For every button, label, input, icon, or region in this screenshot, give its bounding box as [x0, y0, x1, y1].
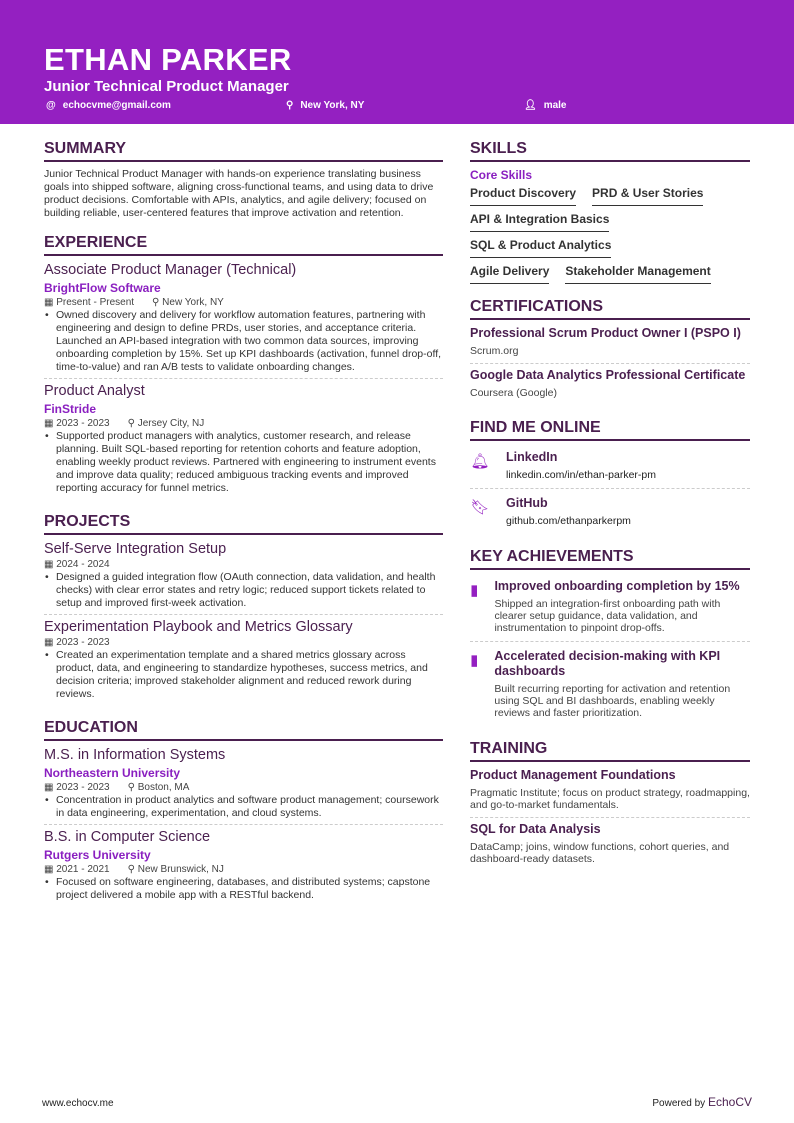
- skill: PRD & User Stories: [592, 186, 703, 206]
- online-linkedin[interactable]: [470, 447, 750, 489]
- left-column: [44, 140, 443, 920]
- contact-gender: [524, 100, 567, 111]
- location-pin-icon: ⚲: [286, 100, 294, 111]
- project-entry: [44, 541, 443, 615]
- bullet: • Created an experimentation template and a shared metrics glossary across product, data, and engineering to standardize hypotheses, success metrics, and decision criteria; improved stakeholder alignment and reduced rework during reviews.: [44, 649, 443, 701]
- location-text: Jersey City, NJ: [137, 418, 205, 429]
- cert-title: Professional Scrum Product Owner I (PSPO I): [470, 326, 741, 340]
- email-text: echocvme@gmail.com: [62, 100, 171, 111]
- location: ⚲ Boston, MA: [127, 782, 190, 793]
- experience-section: [44, 234, 443, 499]
- achievements-section: [470, 548, 750, 726]
- achievement-title: Accelerated decision-making with KPI dashboards: [494, 649, 721, 678]
- section-heading: FIND ME ONLINE: [470, 419, 750, 441]
- skills-section: [470, 140, 750, 284]
- link-url[interactable]: linkedin.com/in/ethan-parker-pm: [506, 469, 656, 481]
- location: ⚲ Jersey City, NJ: [127, 418, 205, 429]
- location-text: Boston, MA: [137, 782, 190, 793]
- skill: Agile Delivery: [470, 264, 549, 284]
- bullet: • Designed a guided integration flow (OAuth connection, data validation, and health checks) with clear error states and retry logic; reduced support tickets related to setup and improved first-week activation.: [44, 571, 443, 610]
- section-heading: PROJECTS: [44, 513, 443, 535]
- location: ⚲ New Brunswick, NJ: [127, 864, 224, 875]
- training-title: Product Management Foundations: [470, 768, 676, 782]
- section-heading: TRAINING: [470, 740, 750, 762]
- achievement-title: Improved onboarding completion by 15%: [494, 579, 740, 593]
- skill: API & Integration Basics: [470, 212, 609, 232]
- dates: 2023 - 2023: [56, 418, 110, 429]
- cert-title: Google Data Analytics Professional Certificate: [470, 368, 746, 382]
- file-icon: ▮: [470, 582, 479, 599]
- company: BrightFlow Software: [44, 281, 161, 295]
- dates: 2021 - 2021: [56, 864, 110, 875]
- company: FinStride: [44, 402, 97, 416]
- education-entry: [44, 747, 443, 825]
- project-title: Experimentation Playbook and Metrics Glossary: [44, 619, 353, 635]
- role: Product Analyst: [44, 383, 145, 399]
- summary-section: [44, 140, 443, 220]
- contact-email: [46, 100, 171, 111]
- degree: B.S. in Computer Science: [44, 829, 211, 845]
- role: Associate Product Manager (Technical): [44, 262, 297, 278]
- school: Rutgers University: [44, 848, 151, 862]
- brand-logo[interactable]: EchoCV: [707, 1095, 752, 1109]
- school: Northeastern University: [44, 766, 181, 780]
- person-icon: 👤︎: [524, 100, 537, 111]
- clipboard-icon: ▮: [470, 652, 479, 669]
- achievement-text: Built recurring reporting for activation and retention using SQL and BI dashboards, enabling weekly reviews and faster prioritization.: [494, 683, 731, 719]
- achievement: [470, 576, 750, 642]
- achievement-text: Shipped an integration-first onboarding path with clearer setup guidance, data validation, and instrumentation to pinpoint drop-offs.: [494, 598, 721, 634]
- location: ⚲ New York, NY: [152, 297, 224, 308]
- bullet: • Focused on software engineering, databases, and distributed systems; capstone project delivered a mobile app with a RESTful backend.: [44, 876, 443, 902]
- location-text: New Brunswick, NJ: [137, 864, 224, 875]
- section-heading: SKILLS: [470, 140, 750, 162]
- date-range: ▦ 2023 - 2023: [44, 637, 110, 648]
- powered-text: Powered by: [652, 1098, 706, 1109]
- online-github[interactable]: [470, 493, 750, 534]
- section-heading: SUMMARY: [44, 140, 443, 162]
- candidate-name: ETHAN PARKER: [44, 42, 292, 77]
- date-range: ▦ Present - Present: [44, 297, 135, 308]
- section-heading: CERTIFICATIONS: [470, 298, 750, 320]
- section-heading: EDUCATION: [44, 719, 443, 741]
- dates: Present - Present: [56, 297, 135, 308]
- link-label: GitHub: [506, 496, 548, 510]
- dates: 2023 - 2023: [56, 637, 110, 648]
- at-icon: @: [46, 100, 56, 111]
- training-text: DataCamp; joins, window functions, cohort queries, and dashboard-ready datasets.: [470, 841, 730, 865]
- certifications-section: [470, 298, 750, 405]
- skill: Product Discovery: [470, 186, 576, 206]
- experience-entry: [44, 383, 443, 499]
- date-range: ▦ 2023 - 2023: [44, 782, 110, 793]
- skill: Stakeholder Management: [565, 264, 710, 284]
- gender-text: male: [543, 100, 567, 111]
- education-section: [44, 719, 443, 906]
- training-section: [470, 740, 750, 871]
- footer-powered: [652, 1095, 752, 1109]
- bell-icon: 🔔︎: [470, 453, 490, 470]
- section-heading: EXPERIENCE: [44, 234, 443, 256]
- skill: SQL & Product Analytics: [470, 238, 611, 258]
- cert-issuer: Scrum.org: [470, 345, 519, 357]
- right-column: [470, 140, 750, 885]
- project-title: Self-Serve Integration Setup: [44, 541, 227, 557]
- bullet: • Concentration in product analytics and software product management; coursework in data engineering, experimentation, and cloud systems.: [44, 794, 443, 820]
- summary-text: Junior Technical Product Manager with hands-on experience translating business goals into shipped software, aligning cross-functional teams, and using data to drive product decisions. Comfortable with APIs, analytics, and agile delivery; focused on building reliable, user-centered features that improve activation and retention.: [44, 168, 434, 219]
- cert-issuer: Coursera (Google): [470, 387, 557, 399]
- dates: 2023 - 2023: [56, 782, 110, 793]
- date-range: ▦ 2024 - 2024: [44, 559, 110, 570]
- date-range: ▦ 2021 - 2021: [44, 864, 110, 875]
- footer-site[interactable]: www.echocv.me: [42, 1098, 114, 1109]
- link-label: LinkedIn: [506, 450, 558, 464]
- date-range: ▦ 2023 - 2023: [44, 418, 110, 429]
- location-text: New York, NY: [162, 297, 224, 308]
- bookmark-icon: 🔖︎: [470, 499, 490, 516]
- location-text: New York, NY: [300, 100, 365, 111]
- experience-entry: [44, 262, 443, 379]
- link-url[interactable]: github.com/ethanparkerpm: [506, 515, 631, 527]
- education-entry: [44, 829, 443, 906]
- candidate-title: Junior Technical Product Manager: [44, 78, 289, 95]
- dates: 2024 - 2024: [56, 559, 110, 570]
- bullet: • Supported product managers with analytics, customer research, and release planning. Built SQL-based reporting for retention cohorts and feature adoption, enabling weekly product reviews. Partnered with engineering to instrument events and improve data quality; reduced ambiguous tracking events and improved reporting accuracy for funnel metrics.: [44, 430, 443, 495]
- projects-section: [44, 513, 443, 705]
- skill-group-title: Core Skills: [470, 168, 533, 182]
- section-heading: KEY ACHIEVEMENTS: [470, 548, 750, 570]
- training-text: Pragmatic Institute; focus on product strategy, roadmapping, and go-to-market fundamentals.: [470, 787, 750, 811]
- degree: M.S. in Information Systems: [44, 747, 226, 763]
- bullet: • Owned discovery and delivery for workflow automation features, partnering with engineering and design to define PRDs, user stories, and acceptance criteria. Launched an API-based integration with two common data sources, improving onboarding completion by 15%. Set up KPI dashboards (activation, funnel drop-off, time-to-value) and ran A/B tests to validate onboarding changes.: [44, 309, 443, 374]
- training-title: SQL for Data Analysis: [470, 822, 601, 836]
- contact-location: [286, 100, 364, 111]
- achievement: [470, 646, 750, 726]
- online-section: [470, 419, 750, 534]
- project-entry: [44, 619, 443, 705]
- resume-header: [0, 0, 794, 124]
